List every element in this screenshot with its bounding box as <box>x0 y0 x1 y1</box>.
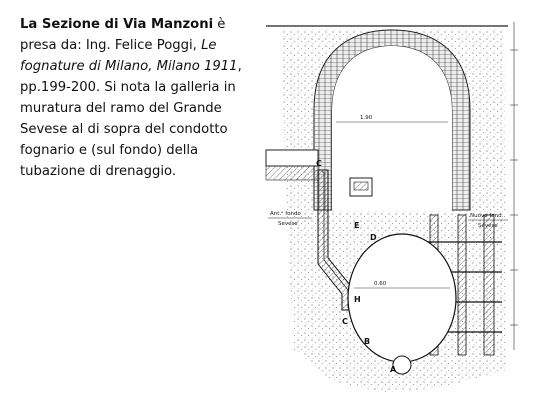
letter-c-lower: C <box>342 317 348 326</box>
letter-a: A <box>390 365 397 374</box>
caption-title: La Sezione di Via Manzoni <box>20 17 214 32</box>
left-note-2: Sevese <box>278 221 298 227</box>
caption-italic-source: Le fognature di Milano, Milano 1911 <box>20 38 238 74</box>
left-note-1: Ant.ᵉ fondo <box>270 211 301 217</box>
letter-c-upper: C <box>316 159 322 168</box>
letter-e: E <box>354 221 360 230</box>
right-note-2: Sevese <box>478 223 498 229</box>
right-note-1: Nuovo fond. <box>470 213 504 219</box>
letter-b: B <box>364 337 371 346</box>
dim-label-top: 1.90 <box>360 115 373 121</box>
letter-h: H <box>354 295 361 304</box>
caption-text <box>20 14 252 182</box>
caption-part-2: , pp.199-200. Si nota la galleria in muratura del ramo del Grande Sevese al di sopra del condotto fognario e (sul fondo) della tubazione di drenaggio. <box>20 59 242 179</box>
left-channel <box>266 150 318 166</box>
dim-label-mid: 0.60 <box>374 281 387 287</box>
letter-d: D <box>370 233 377 242</box>
sewer-section-drawing <box>262 10 542 400</box>
caption-part-1: è presa da: Ing. Felice Poggi, <box>20 17 226 53</box>
